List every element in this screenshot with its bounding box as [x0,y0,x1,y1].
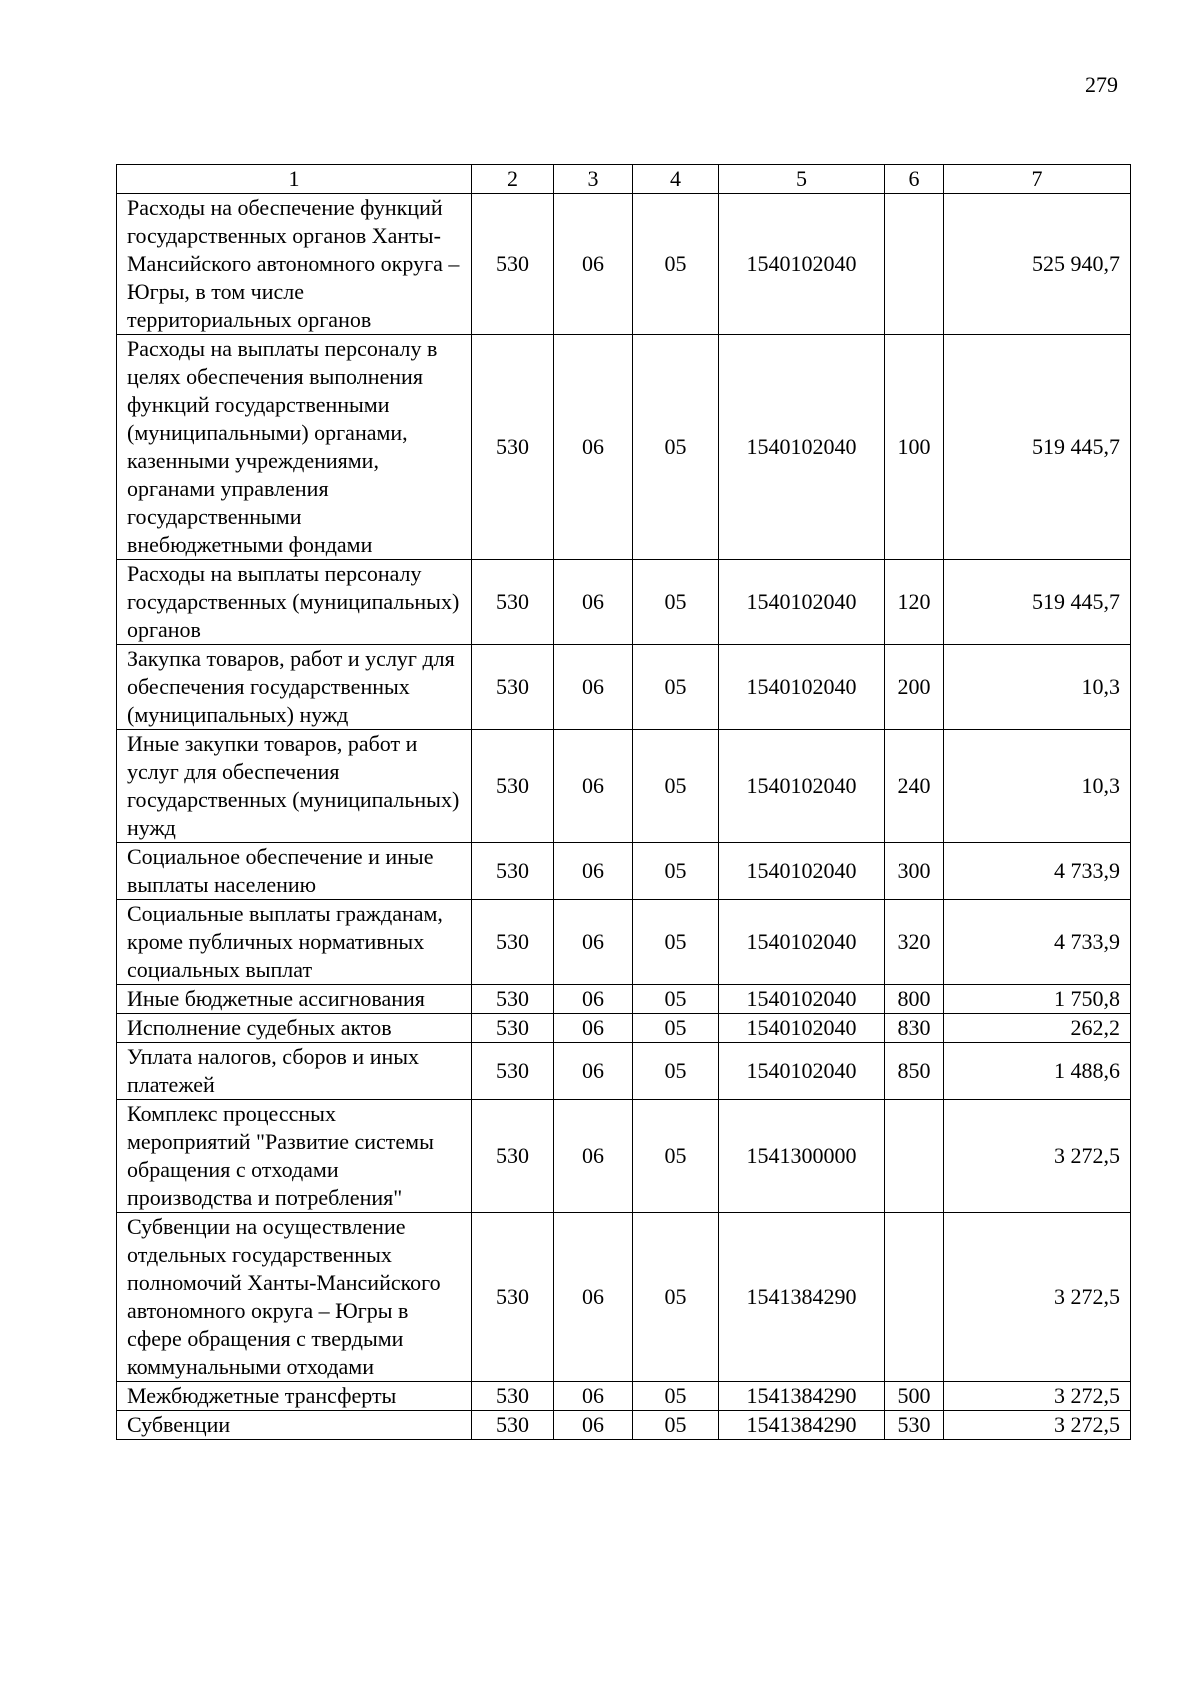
cell-amount: 3 272,5 [944,1100,1131,1213]
cell-col-6: 850 [885,1043,944,1100]
cell-col-6: 800 [885,985,944,1014]
cell-col-2: 530 [472,194,554,335]
cell-col-3: 06 [554,730,633,843]
cell-col-5: 1540102040 [719,843,885,900]
table-row [117,900,1131,985]
cell-col-3: 06 [554,194,633,335]
cell-col-2: 530 [472,1100,554,1213]
table-row [117,1100,1131,1213]
row-name: Субвенции на осуществление отдельных государственных полномочий Ханты-Мансийского автономного округа – Югры в сфере обращения с твердыми коммунальными отходами [117,1213,472,1382]
budget-table [116,164,1131,1440]
cell-col-4: 05 [633,1014,719,1043]
cell-col-3: 06 [554,1411,633,1440]
cell-col-4: 05 [633,1100,719,1213]
cell-col-4: 05 [633,645,719,730]
table-row [117,194,1131,335]
cell-col-3: 06 [554,560,633,645]
cell-col-4: 05 [633,730,719,843]
cell-col-5: 1541300000 [719,1100,885,1213]
cell-col-6: 500 [885,1382,944,1411]
cell-amount: 10,3 [944,645,1131,730]
cell-col-2: 530 [472,843,554,900]
cell-amount: 3 272,5 [944,1411,1131,1440]
cell-col-4: 05 [633,194,719,335]
page-number: 279 [1085,72,1118,97]
cell-col-3: 06 [554,1100,633,1213]
cell-col-5: 1541384290 [719,1213,885,1382]
cell-col-3: 06 [554,843,633,900]
table-row [117,730,1131,843]
cell-col-5: 1541384290 [719,1411,885,1440]
cell-amount: 519 445,7 [944,335,1131,560]
cell-col-4: 05 [633,985,719,1014]
cell-col-5: 1540102040 [719,560,885,645]
cell-col-4: 05 [633,335,719,560]
table-row [117,560,1131,645]
cell-col-2: 530 [472,1382,554,1411]
cell-col-6: 240 [885,730,944,843]
cell-col-5: 1540102040 [719,730,885,843]
table-row [117,985,1131,1014]
cell-amount: 1 488,6 [944,1043,1131,1100]
row-name: Социальное обеспечение и иные выплаты населению [117,843,472,900]
row-name: Расходы на выплаты персоналу государственных (муниципальных) органов [117,560,472,645]
cell-col-6 [885,1213,944,1382]
column-header: 4 [633,165,719,194]
cell-col-6 [885,1100,944,1213]
cell-col-6: 200 [885,645,944,730]
cell-col-2: 530 [472,985,554,1014]
cell-col-5: 1541384290 [719,1382,885,1411]
row-name: Расходы на обеспечение функций государственных органов Ханты-Мансийского автономного округа – Югры, в том числе территориальных органов [117,194,472,335]
cell-amount: 3 272,5 [944,1382,1131,1411]
row-name: Закупка товаров, работ и услуг для обеспечения государственных (муниципальных) нужд [117,645,472,730]
cell-col-5: 1540102040 [719,900,885,985]
row-name: Межбюджетные трансферты [117,1382,472,1411]
cell-col-6: 830 [885,1014,944,1043]
cell-amount: 519 445,7 [944,560,1131,645]
cell-col-3: 06 [554,1043,633,1100]
cell-amount: 3 272,5 [944,1213,1131,1382]
cell-col-5: 1540102040 [719,335,885,560]
cell-col-2: 530 [472,1043,554,1100]
cell-col-6: 300 [885,843,944,900]
cell-col-4: 05 [633,1213,719,1382]
cell-amount: 10,3 [944,730,1131,843]
cell-col-3: 06 [554,985,633,1014]
cell-amount: 262,2 [944,1014,1131,1043]
table-row [117,1411,1131,1440]
cell-col-4: 05 [633,900,719,985]
cell-col-4: 05 [633,1411,719,1440]
cell-col-6: 320 [885,900,944,985]
column-header: 2 [472,165,554,194]
cell-col-2: 530 [472,1014,554,1043]
cell-amount: 4 733,9 [944,900,1131,985]
cell-col-6: 100 [885,335,944,560]
cell-amount: 1 750,8 [944,985,1131,1014]
cell-col-5: 1540102040 [719,985,885,1014]
cell-col-2: 530 [472,335,554,560]
cell-col-3: 06 [554,645,633,730]
cell-col-5: 1540102040 [719,645,885,730]
cell-col-2: 530 [472,1213,554,1382]
cell-col-3: 06 [554,1014,633,1043]
row-name: Иные закупки товаров, работ и услуг для обеспечения государственных (муниципальных) нужд [117,730,472,843]
cell-col-3: 06 [554,335,633,560]
row-name: Исполнение судебных актов [117,1014,472,1043]
cell-amount: 525 940,7 [944,194,1131,335]
row-name: Социальные выплаты гражданам, кроме публичных нормативных социальных выплат [117,900,472,985]
table-row [117,645,1131,730]
cell-col-4: 05 [633,1382,719,1411]
row-name: Иные бюджетные ассигнования [117,985,472,1014]
cell-col-2: 530 [472,730,554,843]
cell-amount: 4 733,9 [944,843,1131,900]
row-name: Субвенции [117,1411,472,1440]
cell-col-5: 1540102040 [719,1043,885,1100]
column-header: 5 [719,165,885,194]
cell-col-6 [885,194,944,335]
table-row [117,1043,1131,1100]
table-row [117,1213,1131,1382]
table-row [117,1382,1131,1411]
cell-col-5: 1540102040 [719,194,885,335]
cell-col-3: 06 [554,1213,633,1382]
column-header: 3 [554,165,633,194]
column-header: 1 [117,165,472,194]
table-row [117,1014,1131,1043]
table-row [117,843,1131,900]
column-header: 6 [885,165,944,194]
cell-col-2: 530 [472,900,554,985]
cell-col-4: 05 [633,1043,719,1100]
cell-col-4: 05 [633,843,719,900]
row-name: Комплекс процессных мероприятий "Развитие системы обращения с отходами производства и потребления" [117,1100,472,1213]
row-name: Расходы на выплаты персоналу в целях обеспечения выполнения функций государственными (муниципальными) органами, казенными учреждениями, органами управления государственными внебюджетными фондами [117,335,472,560]
cell-col-6: 530 [885,1411,944,1440]
header-row [117,165,1131,194]
cell-col-5: 1540102040 [719,1014,885,1043]
cell-col-3: 06 [554,900,633,985]
cell-col-4: 05 [633,560,719,645]
table-row [117,335,1131,560]
cell-col-6: 120 [885,560,944,645]
cell-col-3: 06 [554,1382,633,1411]
cell-col-2: 530 [472,1411,554,1440]
cell-col-2: 530 [472,560,554,645]
cell-col-2: 530 [472,645,554,730]
column-header: 7 [944,165,1131,194]
row-name: Уплата налогов, сборов и иных платежей [117,1043,472,1100]
